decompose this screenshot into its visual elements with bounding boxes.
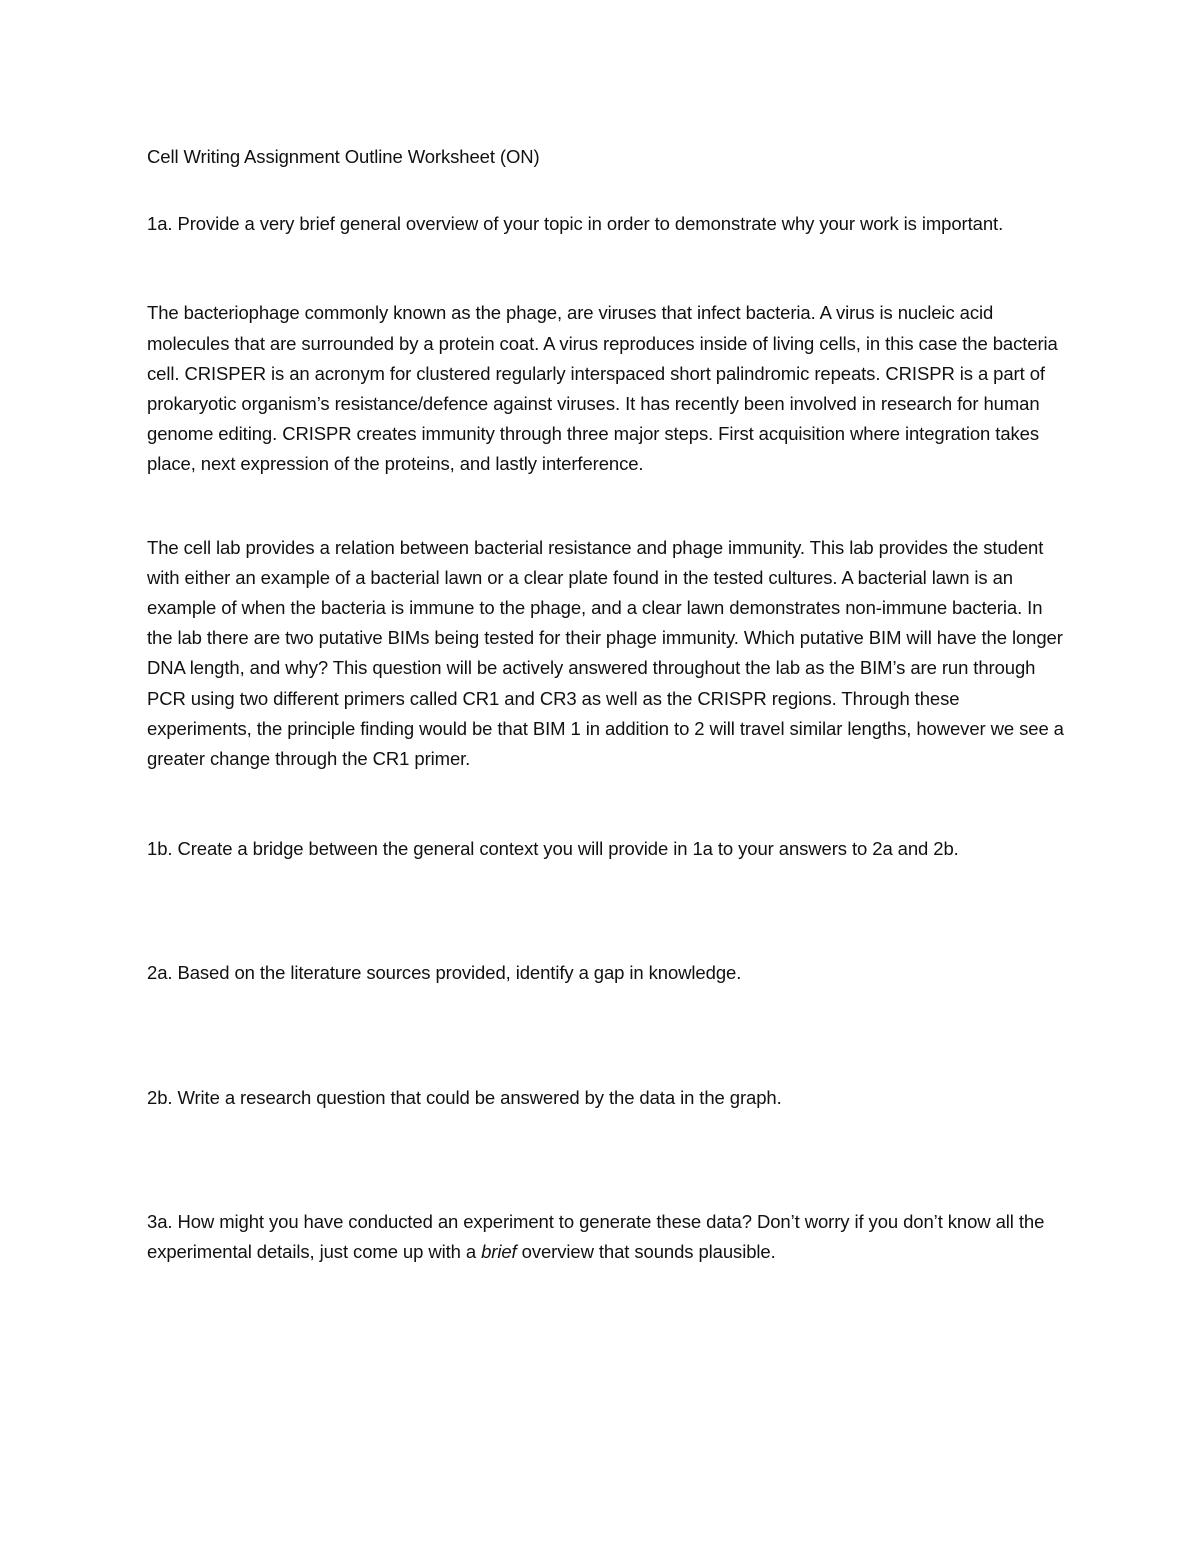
question-3a-italic-word: brief (481, 1241, 517, 1263)
document-body (147, 142, 1067, 1267)
question-1b: 1b. Create a bridge between the general context you will provide in 1a to your answers to 2a and 2b. (147, 838, 959, 860)
document-title: Cell Writing Assignment Outline Worksheet (ON) (147, 146, 540, 167)
question-2a: 2a. Based on the literature sources provided, identify a gap in knowledge. (147, 962, 742, 984)
question-3a-text-start: 3a. How might you have conducted an experiment to generate these data? Don’t worry if you don’t know all the experimental details, just come up with a (147, 1210, 1045, 1263)
question-2b: 2b. Write a research question that could be answered by the data in the graph. (147, 1086, 782, 1108)
question-3a (147, 1207, 1067, 1267)
answer-paragraph-2: The cell lab provides a relation between bacterial resistance and phage immunity. This lab provides the student with either an example of a bacterial lawn or a clear plate found in the tested cultures. A bacterial lawn is an example of when the bacteria is immune to the phage, and a clear lawn demonstrates non-immune bacteria. In the lab there are two putative BIMs being tested for their phage immunity. Which putative BIM will have the longer DNA length, and why? This question will be actively answered throughout the lab as the BIM’s are run through PCR using two different primers called CR1 and CR3 as well as the CRISPR regions. Through these experiments, the principle finding would be that BIM 1 in addition to 2 will travel similar lengths, however we see a greater change through the CR1 primer. (147, 536, 1064, 770)
question-1a: 1a. Provide a very brief general overview of your topic in order to demonstrate why your work is important. (147, 213, 1004, 235)
answer-paragraph-1: The bacteriophage commonly known as the phage, are viruses that infect bacteria. A virus is nucleic acid molecules that are surrounded by a protein coat. A virus reproduces inside of living cells, in this case the bacteria cell. CRISPER is an acronym for clustered regularly interspaced short palindromic repeats. CRISPR is a part of prokaryotic organism’s resistance/defence against viruses. It has recently been involved in research for human genome editing. CRISPR creates immunity through three major steps. First acquisition where integration takes place, next expression of the proteins, and lastly interference. (147, 302, 1058, 475)
question-3a-text-end: overview that sounds plausible. (516, 1241, 776, 1263)
